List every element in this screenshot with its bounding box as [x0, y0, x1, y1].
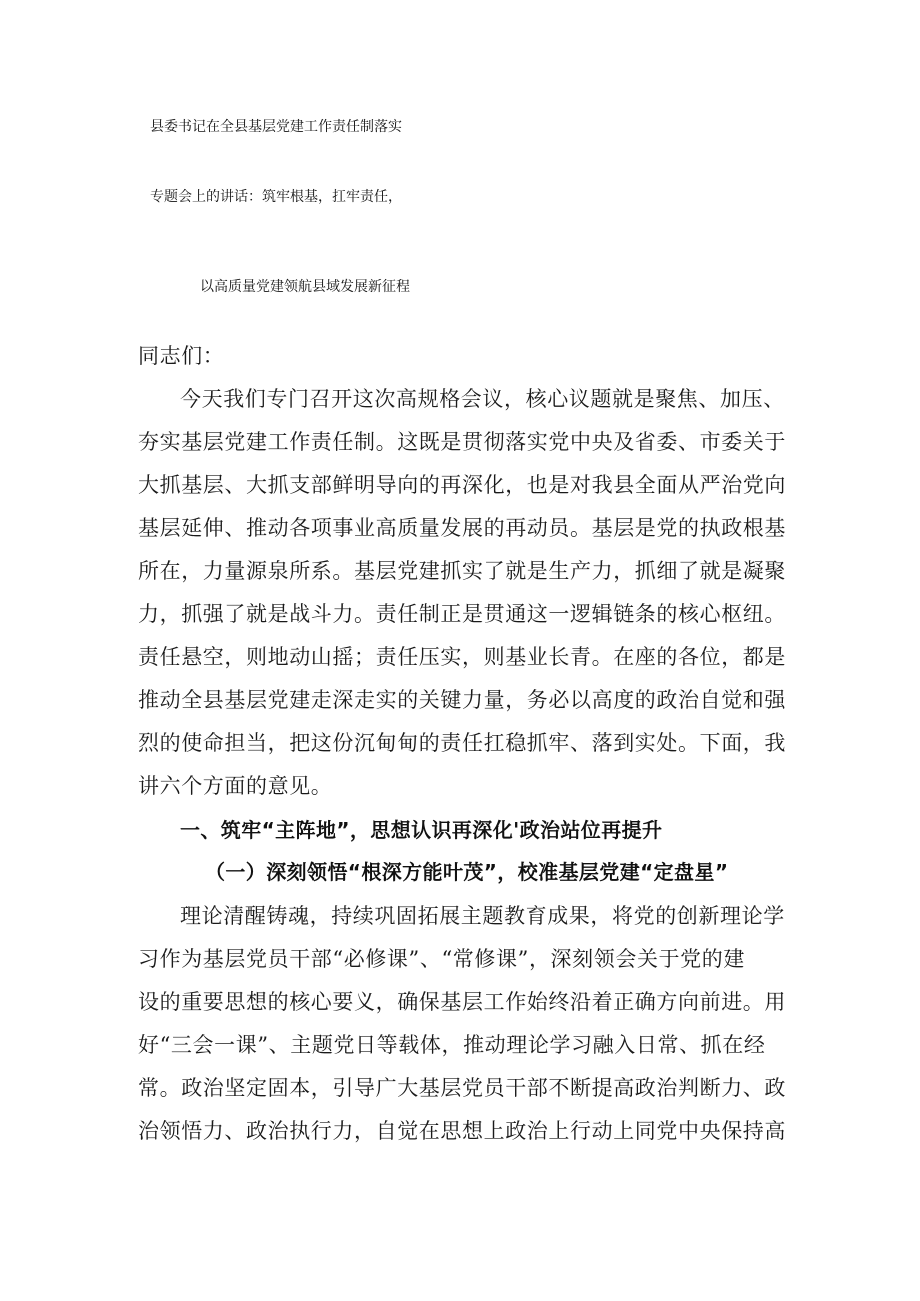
body-line: 设的重要思想的核心要义，确保基层工作始终沿着正确方向前进。用 [138, 990, 786, 1014]
section-heading: 一、筑牢“主阵地”，思想认识再深化'政治站位再提升 [180, 818, 663, 842]
intro-line: 讲六个方面的意见。 [138, 774, 333, 798]
body-line: 常。政治坚定固本，引导广大基层党员干部不断提高政治判断力、政 [138, 1076, 786, 1100]
document-title-line-2: 专题会上的讲话：筑牢根基，扛牢责任， [150, 189, 402, 205]
intro-line: 责任悬空，则地动山摇；责任压实，则基业长青。在座的各位，都是 [138, 645, 786, 669]
body-line: 习作为基层党员干部“必修课”、“常修课”，深刻领会关于党的建 [138, 947, 745, 971]
intro-line: 所在，力量源泉所系。基层党建抓实了就是生产力，抓细了就是凝聚 [138, 559, 786, 583]
document-title-line-1: 县委书记在全县基层党建工作责任制落实 [150, 119, 402, 135]
intro-line: 推动全县基层党建走深走实的关键力量，务必以高度的政治自觉和强 [138, 688, 786, 712]
intro-line: 大抓基层、大抓支部鲜明导向的再深化，也是对我县全面从严治党向 [138, 473, 786, 497]
body-line: 好“三会一课”、主题党日等载体，推动理论学习融入日常、抓在经 [138, 1033, 766, 1057]
intro-line: 夯实基层党建工作责任制。这既是贯彻落实党中央及省委、市委关于 [138, 430, 786, 454]
body-line: 理论清醒铸魂，持续巩固拓展主题教育成果，将党的创新理论学 [180, 904, 785, 928]
intro-line: 力，抓强了就是战斗力。责任制正是贯通这一逻辑链条的核心枢纽。 [138, 602, 786, 626]
body-line: 治领悟力、政治执行力，自觉在思想上政治上行动上同党中央保持高 [138, 1119, 786, 1143]
document-title-line-3: 以高质量党建领航县域发展新征程 [200, 279, 410, 295]
salutation: 同志们： [138, 344, 225, 368]
subsection-heading: （一）深刻领悟“根深方能叶茂”，校准基层党建“定盘星” [205, 860, 729, 884]
intro-line: 烈的使命担当，把这份沉甸甸的责任扛稳抓牢、落到实处。下面，我 [138, 731, 786, 755]
intro-line: 今天我们专门召开这次高规格会议，核心议题就是聚焦、加压、 [180, 387, 785, 411]
intro-line: 基层延伸、推动各项事业高质量发展的再动员。基层是党的执政根基 [138, 516, 786, 540]
